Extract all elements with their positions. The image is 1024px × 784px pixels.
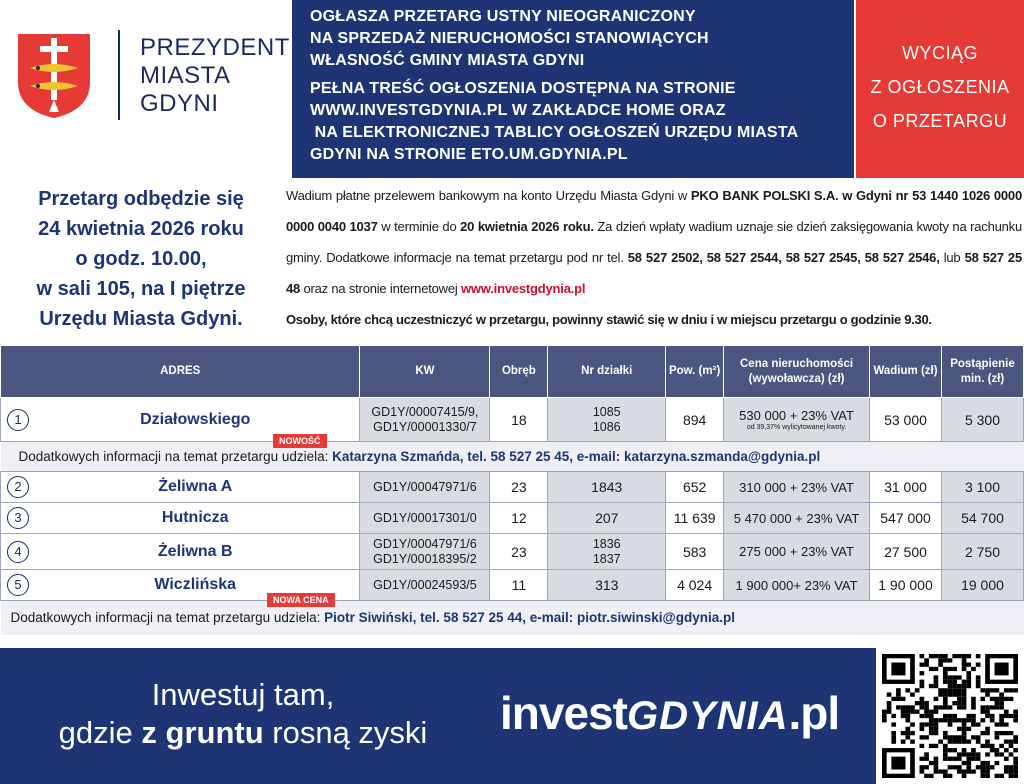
row-number: 5 (7, 574, 29, 596)
announcement-line: WŁASNOŚĆ GMINY MIASTA GDYNI (310, 52, 585, 69)
address-cell (1, 472, 360, 503)
increment-cell: 54 700 (941, 503, 1023, 534)
mayor-title (140, 34, 290, 118)
excerpt-line: O PRZETARGU (872, 111, 1008, 131)
table-header-row (1, 346, 1024, 398)
date-line: Urzędu Miasta Gdyni. (39, 308, 243, 330)
plot-value: 1837 (592, 551, 621, 566)
phone-number: 58 527 25 48 (286, 250, 1022, 296)
contact-cell (1, 442, 1024, 472)
increment-cell: 19 000 (941, 570, 1023, 601)
info-text: oraz na stronie internetowej (300, 281, 461, 296)
plot-value: 1836 (592, 536, 621, 551)
bank-account: PKO BANK POLSKI S.A. w Gdyni nr 53 1440 1026 0000 0000 0040 1037 (286, 188, 1022, 234)
info-text: w terminie do (377, 219, 461, 234)
address-cell (1, 503, 360, 534)
address-name: Żeliwna B (157, 542, 233, 560)
kw-value: GD1Y/00001330/7 (373, 419, 477, 434)
plot-cell: 313 (548, 570, 666, 601)
website-link[interactable]: www.investgdynia.pl (461, 281, 586, 296)
kw-value: GD1Y/00007415/9, (371, 404, 479, 419)
address-name: Hutnicza (161, 509, 229, 526)
slogan-line: Inwestuj tam, (151, 677, 335, 712)
area-cell: 652 (666, 472, 724, 503)
deposit-deadline: 20 kwietnia 2026 roku. (460, 219, 594, 234)
slogan (0, 676, 486, 752)
slogan-line (0, 714, 486, 752)
column-header: Postąpienie min. (zł) (941, 346, 1023, 398)
auction-date-box (0, 178, 282, 340)
increment-cell: 5 300 (941, 398, 1023, 442)
qr-code-icon[interactable] (876, 648, 1024, 784)
brand-invest: invest (500, 687, 627, 739)
column-header: Wadium (zł) (870, 346, 942, 398)
address-cell (1, 570, 360, 605)
precinct-cell: 23 (490, 534, 548, 570)
notice-line: PEŁNA TREŚĆ OGŁOSZENIA DOSTĘPNA NA STRONIE (310, 80, 736, 97)
slogan-text: gdzie (58, 715, 142, 750)
footer-banner (0, 648, 1024, 784)
mayor-title-line: MIASTA (140, 62, 231, 89)
address-cell (1, 398, 360, 446)
area-cell: 4 024 (666, 570, 724, 601)
info-text: lub (939, 250, 965, 265)
info-text: Za dzień wpłaty wadium uznaje sie dzień zaksięgowania kwoty na rachunku gminy. Dodatkowe informacje na temat przetargu pod nr tel. (286, 219, 1022, 265)
table-row (1, 398, 1024, 442)
column-header: KW (360, 346, 490, 398)
announcement-banner (292, 0, 854, 178)
date-line: Przetarg odbędzie się (38, 188, 244, 210)
row-number: 4 (7, 541, 29, 563)
deposit-cell: 53 000 (870, 398, 942, 442)
address-name: Działowskiego (140, 410, 251, 428)
info-text: Wadium płatne przelewem bankowym na konto Urzędu Miasta Gdyni w (286, 188, 691, 203)
row-number: 1 (7, 409, 29, 431)
slogan-bold: z gruntu (141, 715, 264, 750)
kw-cell: GD1Y/00024593/5 (360, 570, 490, 601)
kw-cell: GD1Y/00017301/0 (360, 503, 490, 534)
date-line: w sali 105, na I piętrze (36, 278, 246, 300)
date-line: o godz. 10.00, (75, 248, 207, 270)
kw-cell: GD1Y/00047971/6 (360, 472, 490, 503)
area-cell: 11 639 (666, 503, 724, 534)
contact-prefix: Dodatkowych informacji na temat przetargu udziela: (10, 610, 325, 626)
price-value: 530 000 + 23% VAT (739, 408, 854, 423)
table-row (1, 472, 1024, 503)
kw-cell (360, 534, 490, 570)
excerpt-line: Z OGŁOSZENIA (870, 77, 1010, 97)
announcement-line: NA SPRZEDAŻ NIERUCHOMOŚCI STANOWIĄCYCH (310, 30, 709, 47)
contact-row (1, 442, 1024, 472)
qr-code-graphic (882, 654, 1018, 778)
brand-gdynia: GDYNIA (626, 694, 789, 738)
plot-cell (548, 534, 666, 570)
table-row (1, 503, 1024, 534)
gdynia-crest-icon (16, 32, 92, 120)
address-name: Żeliwna A (158, 478, 233, 495)
price-cell: 275 000 + 23% VAT (724, 534, 870, 570)
header-logo-area (0, 0, 292, 178)
precinct-cell: 18 (490, 398, 548, 442)
area-cell: 583 (666, 534, 724, 570)
kw-value: GD1Y/00047971/6 (373, 536, 477, 551)
properties-table (0, 345, 1024, 635)
slogan-text: rosną zyski (263, 715, 428, 750)
header-divider (118, 30, 120, 120)
table-row (1, 534, 1024, 570)
precinct-cell: 12 (490, 503, 548, 534)
notice-line: WWW.INVESTGDYNIA.PL W ZAKŁADCE HOME ORAZ (310, 102, 726, 119)
notice-line: NA ELEKTRONICZNEJ TABLICY OGŁOSZEŃ URZĘDU MIASTA (310, 124, 799, 141)
contact-cell (1, 601, 1024, 635)
attendance-note: Osoby, które chcą uczestniczyć w przetargu, powinny stawić się w dniu i w miejscu przetargu o godzinie 9.30. (286, 312, 932, 327)
excerpt-label (856, 0, 1024, 178)
new-badge: NOWOŚĆ (273, 434, 327, 448)
precinct-cell: 23 (490, 472, 548, 503)
plot-cell: 207 (548, 503, 666, 534)
contact-prefix: Dodatkowych informacji na temat przetargu udziela: (18, 449, 333, 464)
contact-details: Katarzyna Szmańda, tel. 58 527 25 45, e-mail: katarzyna.szmanda@gdynia.pl (332, 449, 821, 464)
deposit-info (286, 180, 1022, 340)
contact-row (1, 601, 1024, 635)
investgdynia-logo[interactable] (500, 686, 839, 740)
excerpt-line: WYCIĄG (901, 43, 978, 63)
brand-pl: .pl (788, 687, 840, 739)
deposit-cell: 1 90 000 (870, 570, 942, 601)
deposit-cell: 547 000 (870, 503, 942, 534)
column-header: Cena nieruchomości (wywoławcza) (zł) (724, 346, 870, 398)
phone-numbers: 58 527 2502, 58 527 2544, 58 527 2545, 58 527 2546, (627, 250, 940, 265)
mayor-title-line: PREZYDENT (140, 34, 290, 61)
kw-value: GD1Y/00018395/2 (373, 551, 477, 566)
date-line: 24 kwietnia 2026 roku (38, 218, 244, 240)
precinct-cell: 11 (490, 570, 548, 601)
plot-value: 1086 (592, 419, 621, 434)
price-note: od 39,37% wylicytowanej kwoty. (746, 424, 847, 431)
kw-cell (360, 398, 490, 442)
increment-cell: 3 100 (941, 472, 1023, 503)
plot-value: 1085 (592, 404, 621, 419)
new-price-badge: NOWA CENA (267, 593, 335, 607)
row-number: 3 (7, 507, 29, 529)
deposit-cell: 27 500 (870, 534, 942, 570)
contact-details: Piotr Siwiński, tel. 58 527 25 44, e-mail: piotr.siwinski@gdynia.pl (324, 610, 735, 626)
price-cell: 310 000 + 23% VAT (724, 472, 870, 503)
plot-cell (548, 398, 666, 442)
mayor-title-line: GDYNI (140, 90, 219, 117)
row-number: 2 (7, 476, 29, 498)
price-cell: 5 470 000 + 23% VAT (724, 503, 870, 534)
address-name: Wiczlińska (154, 576, 237, 593)
address-cell (1, 534, 360, 570)
deposit-cell: 31 000 (870, 472, 942, 503)
column-header: Obręb (490, 346, 548, 398)
column-header: Pow. (m²) (666, 346, 724, 398)
increment-cell: 2 750 (941, 534, 1023, 570)
price-cell (724, 398, 870, 442)
column-header: Nr działki (548, 346, 666, 398)
announcement-line: OGŁASZA PRZETARG USTNY NIEOGRANICZONY (310, 8, 696, 25)
notice-line: GDYNI NA STRONIE ETO.UM.GDYNIA.PL (310, 146, 628, 163)
area-cell: 894 (666, 398, 724, 442)
table-row (1, 570, 1024, 601)
column-header: ADRES (1, 346, 360, 398)
plot-cell: 1843 (548, 472, 666, 503)
price-cell: 1 900 000+ 23% VAT (724, 570, 870, 601)
